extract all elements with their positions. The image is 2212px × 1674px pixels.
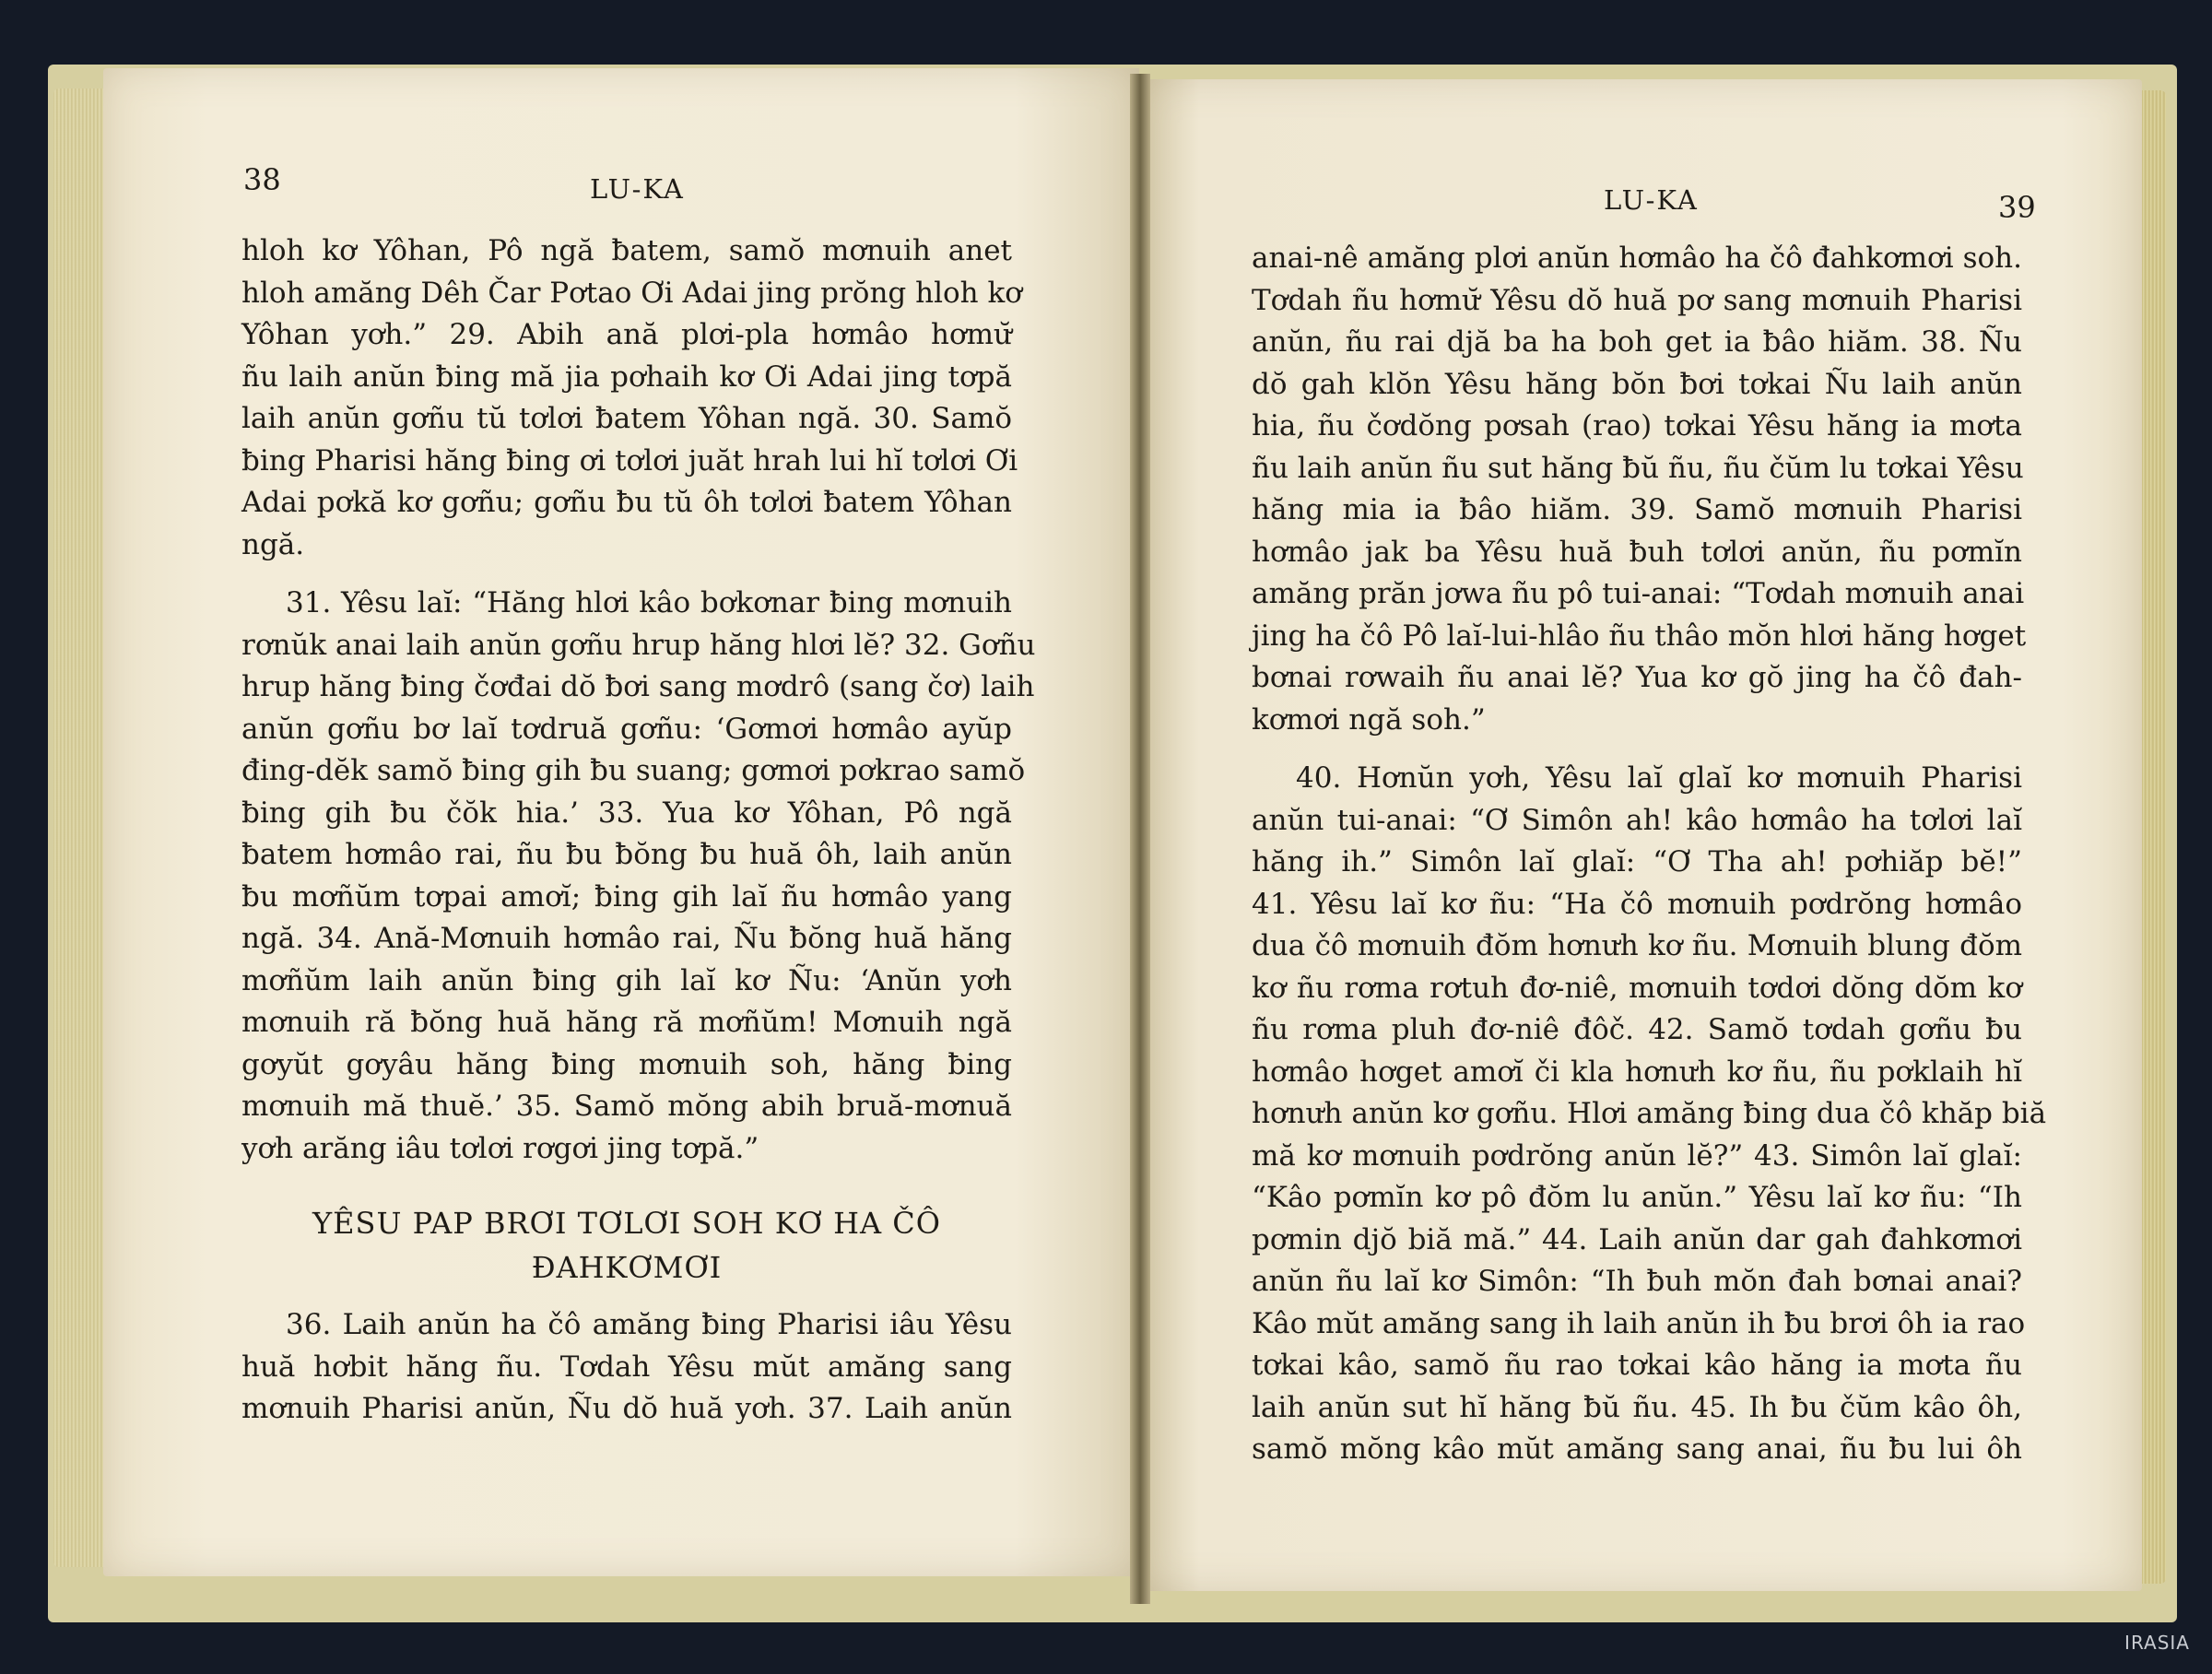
left-page-number: 38: [243, 162, 281, 197]
watermark: IRASIA: [2124, 1632, 2190, 1654]
right-paragraph-1: [1252, 238, 2027, 741]
left-page-text: [241, 230, 1036, 1431]
text-line: mă kơ mơnuih pơdrŏng anŭn lĕ?” 43. Simôn laĭ glaĭ:: [1252, 1138, 2022, 1173]
text-line: pơmin djŏ biă mă.” 44. Laih anŭn dar gah đahkơmơi: [1252, 1222, 2022, 1256]
left-paragraph-2: [241, 583, 1036, 1170]
text-line: ƀing Pharisi hăng ƀing ơi tơlơi juăt hrah lui hĭ tơlơi Ơi: [241, 443, 1018, 477]
text-line: ƀu mơñŭm tơpai amơĭ; ƀing gih laĭ ñu hơmâo yang: [241, 879, 1012, 914]
text-line: ñu rơma pluh đơ-niê đôč. 42. Samŏ tơdah gơñu ƀu: [1252, 1013, 2022, 1046]
left-paragraph-3: [241, 1304, 1012, 1431]
text-line: ñu laih anŭn ƀing mă jia pơhaih kơ Ơi Adai jing tơpă: [241, 360, 1012, 394]
text-line: dua čô mơnuih đŏm hơnưh kơ ñu. Mơnuih blung đŏm: [1252, 929, 2022, 962]
text-line: kơ ñu rơma rơtuh đơ-niê, mơnuih tơdơi dŏng dŏm kơ: [1252, 971, 2022, 1005]
text-line: huă hơbit hăng ñu. Tơdah Yêsu mŭt amăng sang: [241, 1350, 1012, 1384]
text-line: Yôhan yơh.” 29. Abih ană plơi-pla hơmâo hơmư̆: [241, 318, 1012, 351]
text-line: mơnuih ră ƀŏng huă hăng ră mơñŭm! Mơnuih ngă: [241, 1006, 1012, 1039]
text-line: amăng prăn jơwa ñu pô tui-anai: “Tơdah mơnuih anai: [1252, 577, 2025, 610]
page-edges-right: [2140, 90, 2166, 1584]
text-line: hăng ih.” Simôn laĭ glaĭ: “Ơ Tha ah! pơhiăp bĕ!”: [1252, 845, 2022, 878]
left-paragraph-1: [241, 230, 1022, 566]
text-line: anŭn, ñu rai djă ba ha boh get ia ƀâo hiăm. 38. Ñu: [1252, 325, 2022, 359]
text-line: ngă. 34. Ană-Mơnuih hơmâo rai, Ñu ƀŏng huă hăng: [241, 922, 1012, 955]
right-page-number: 39: [1998, 190, 2036, 225]
text-line: kơmơi ngă soh.”: [1252, 702, 1486, 737]
text-line: hơmâo hơget amơĭ či kla hơnưh kơ ñu, ñu pơklaih hĭ: [1252, 1055, 2022, 1089]
text-line: rơnŭk anai laih anŭn gơñu hrup hăng hlơi lĕ? 32. Gơñu: [241, 628, 1036, 662]
text-line: hơnưh anŭn kơ gơñu. Hlơi amăng ƀing dua čô khăp biă: [1252, 1097, 2047, 1130]
text-line: hloh kơ Yôhan, Pô ngă ƀatem, samŏ mơnuih anet: [241, 234, 1012, 267]
text-line: ngă.: [241, 527, 305, 561]
text-line: gơyŭt gơyâu hăng ƀing mơnuih soh, hăng ƀing: [241, 1047, 1012, 1081]
text-line: “Kâo pơmĭn kơ pô đŏm lu anŭn.” Yêsu laĭ kơ ñu: “Ih: [1252, 1181, 2022, 1214]
text-line: 36. Laih anŭn ha čô amăng ƀing Pharisi iâu Yêsu: [286, 1308, 1012, 1341]
text-line: Adai pơkă kơ gơñu; gơñu ƀu tŭ ôh tơlơi ƀatem Yôhan: [241, 486, 1012, 519]
right-page-text: [1252, 238, 2047, 1471]
text-line: mơnuih Pharisi anŭn, Ñu dŏ huă yơh. 37. Laih anŭn: [241, 1392, 1012, 1425]
text-line: 41. Yêsu laĭ kơ ñu: “Ha čô mơnuih pơdrŏng hơmâo: [1252, 887, 2022, 921]
section-heading: [241, 1201, 1012, 1290]
text-line: hloh amăng Dêh Čar Pơtao Ơi Adai jing prŏng hloh kơ: [241, 276, 1022, 310]
text-line: tơkai kâo, samŏ ñu rao tơkai kâo hăng ia mơta ñu: [1252, 1349, 2022, 1382]
right-running-head: LU-KA: [1604, 184, 1699, 216]
text-line: đing-dĕk samŏ ƀing gih ƀu suang; gơmơi pơkrao samŏ: [241, 754, 1026, 787]
section-heading-line-2: ĐAHKƠMƠI: [531, 1250, 723, 1285]
text-line: anŭn ñu laĭ kơ Simôn: “Ih ƀuh mŏn đah bơnai anai?: [1252, 1265, 2022, 1298]
book-gutter: [1130, 74, 1150, 1604]
text-line: hia, ñu čơdŏng pơsah (rao) tơkai Yêsu hăng ia mơta: [1252, 409, 2022, 442]
text-line: mơñŭm laih anŭn ƀing gih laĭ kơ Ñu: ‘Anŭn yơh: [241, 963, 1012, 997]
page-edges-left: [53, 88, 107, 1567]
text-line: laih anŭn sut hĭ hăng ƀŭ ñu. 45. Ih ƀu čŭm kâo ôh,: [1252, 1390, 2022, 1424]
text-line: hăng mia ia ƀâo hiăm. 39. Samŏ mơnuih Pharisi: [1252, 493, 2022, 526]
text-line: yơh arăng iâu tơlơi rơgơi jing tơpă.”: [241, 1131, 759, 1165]
left-running-head: LU-KA: [590, 173, 685, 205]
text-line: hrup hăng ƀing čơđai dŏ ƀơi sang mơdrô (sang čơ) laih: [241, 670, 1035, 703]
text-line: laih anŭn gơñu tŭ tơlơi ƀatem Yôhan ngă. 30. Samŏ: [241, 402, 1012, 435]
text-line: anai-nê amăng plơi anŭn hơmâo ha čô đahkơmơi soh.: [1252, 242, 2022, 275]
right-paragraph-2: [1252, 758, 2047, 1471]
text-line: samŏ mŏng kâo mŭt amăng sang anai, ñu ƀu lui ôh: [1252, 1432, 2022, 1466]
section-heading-line-1: YÊSU PAP BRƠI TƠLƠI SOH KƠ HA ČÔ: [312, 1206, 941, 1241]
text-line: 31. Yêsu laĭ: “Hăng hlơi kâo bơkơnar ƀing mơnuih: [286, 586, 1012, 619]
text-line: bơnai rơwaih ñu anai lĕ? Yua kơ gŏ jing ha čô đah-: [1252, 661, 2022, 694]
text-line: ƀatem hơmâo rai, ñu ƀu ƀŏng ƀu huă ôh, laih anŭn: [241, 838, 1012, 871]
text-line: 40. Hơnŭn yơh, Yêsu laĭ glaĭ kơ mơnuih Pharisi: [1296, 761, 2022, 795]
text-line: jing ha čô Pô laĭ-lui-hlâo ñu thâo mŏn hlơi hăng hơget: [1252, 619, 2027, 653]
text-line: ñu laih anŭn ñu sut hăng ƀŭ ñu, ñu čŭm lu tơkai Yêsu: [1252, 451, 2024, 485]
text-line: hơmâo jak ba Yêsu huă ƀuh tơlơi anŭn, ñu pơmĭn: [1252, 535, 2022, 569]
text-line: mơnuih mă thuĕ.’ 35. Samŏ mŏng abih bruă-mơnuă: [241, 1090, 1012, 1123]
text-line: anŭn tui-anai: “Ơ Simôn ah! kâo hơmâo ha tơlơi laĭ: [1252, 803, 2022, 837]
text-line: Kâo mŭt amăng sang ih laih anŭn ih ƀu brơi ôh ia rao: [1252, 1306, 2026, 1340]
text-line: Tơdah ñu hơmư̆ Yêsu dŏ huă pơ sang mơnuih Pharisi: [1252, 283, 2022, 317]
text-line: anŭn gơñu bơ laĭ tơdruă gơñu: ‘Gơmơi hơmâo ayŭp: [241, 712, 1012, 746]
text-line: dŏ gah klŏn Yêsu hăng bŏn ƀơi tơkai Ñu laih anŭn: [1252, 367, 2022, 401]
text-line: ƀing gih ƀu čŏk hia.’ 33. Yua kơ Yôhan, Pô ngă: [241, 796, 1012, 830]
